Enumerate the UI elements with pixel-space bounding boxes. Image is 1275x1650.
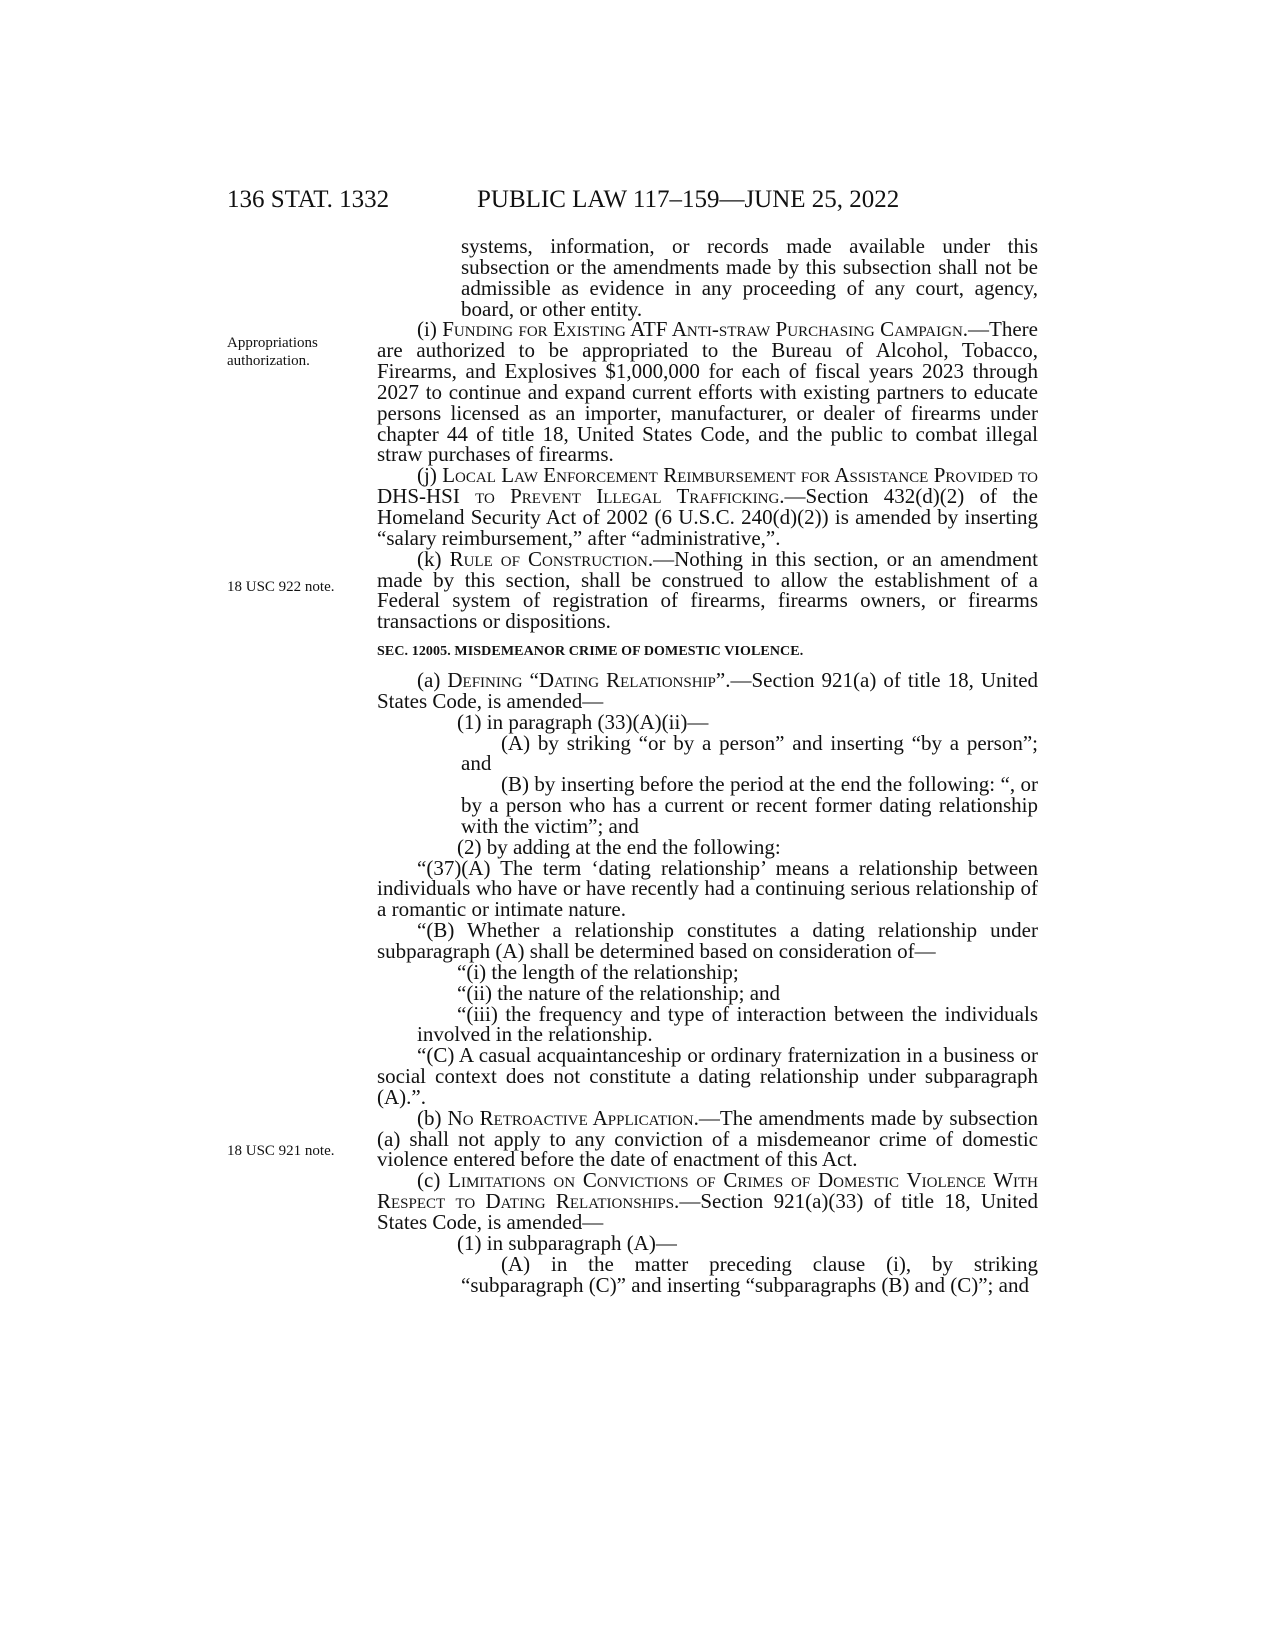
subsection-i bbox=[377, 319, 1038, 465]
subsection-c bbox=[377, 1170, 1038, 1233]
quoted-37A: “(37)(A) The term ‘dating relationship’ means a relationship between individuals who have or have recently had a continuing serious relationship of a romantic or intimate nature. bbox=[377, 855, 1038, 922]
section-heading: SEC. 12005. MISDEMEANOR CRIME OF DOMESTIC VIOLENCE. bbox=[377, 644, 804, 660]
paragraph-c-1: (1) in subparagraph (A)— bbox=[457, 1230, 677, 1255]
subsection-label: (j) bbox=[417, 463, 437, 488]
subsection-heading: Limitations on Convictions of Crimes of Domestic Violence With Respect to Dating Relationships. bbox=[377, 1168, 1039, 1214]
quoted-C: “(C) A casual acquaintanceship or ordinary fraternization in a business or social context does not constitute a dating relationship under subparagraph (A).”. bbox=[377, 1043, 1038, 1109]
subparagraph-a-B: (B) by inserting before the period at the end the following: “, or by a person who has a current or recent former dating relationship with the victim”; and bbox=[461, 772, 1038, 838]
subsection-heading: Rule of Construction. bbox=[449, 546, 654, 571]
subsection-label: (k) bbox=[417, 546, 442, 571]
subsection-heading: Defining “Dating Relationship”. bbox=[447, 668, 731, 693]
statute-text bbox=[377, 236, 1038, 1295]
subparagraph-c-A: (A) in the matter preceding clause (i), by striking “subparagraph (C)” and inserting “subparagraphs (B) and (C)”; and bbox=[461, 1251, 1038, 1297]
subsection-label: (a) bbox=[417, 668, 441, 693]
subsection-label: (i) bbox=[417, 317, 437, 342]
margin-note-18-usc-922: 18 USC 922 note. bbox=[227, 579, 335, 595]
subsection-body: —There are authorized to be appropriated to the Bureau of Alcohol, Tobacco, Firearms, and Explosives $1,000,000 for each of fiscal years 2023 through 2027 to continue and expand current efforts with existing partners to educate persons licensed as an importer, manufacturer, or dealer of firearms under chapter 44 of title 18, United States Code, and the public to combat illegal straw purchases of firearms. bbox=[377, 317, 1038, 467]
subsection-body: —Section 921(a)(33) of title 18, United States Code, is amended— bbox=[377, 1189, 1039, 1234]
quoted-B: “(B) Whether a relationship constitutes a dating relationship under subparagraph (A) shall be determined based on consideration of— bbox=[377, 918, 1038, 963]
quoted-clause-iii: “(iii) the frequency and type of interaction between the individuals involved in the relationship. bbox=[417, 1001, 1038, 1047]
subsection-k bbox=[377, 546, 1039, 634]
subsection-b bbox=[377, 1105, 1038, 1172]
subsection-label: (c) bbox=[417, 1168, 441, 1193]
subsection-body: —The amendments made by subsection (a) shall not apply to any conviction of a misdemeanor crime of domestic violence entered before the date of enactment of this Act. bbox=[377, 1105, 1038, 1172]
subsection-body: —Section 432(d)(2) of the Homeland Security Act of 2002 (6 U.S.C. 240(d)(2)) is amended by inserting “salary reimbursement,” after “administrative,”. bbox=[377, 484, 1038, 550]
subparagraph-a-A: (A) by striking “or by a person” and inserting “by a person”; and bbox=[461, 730, 1038, 776]
quoted-clause-i: “(i) the length of the relationship; bbox=[457, 959, 739, 984]
subsection-heading: Funding for Existing ATF Anti-straw Purchasing Campaign. bbox=[442, 317, 969, 342]
subsection-j bbox=[377, 465, 1038, 548]
subsection-body: —Nothing in this section, or an amendment made by this section, shall be construed to allow the establishment of a Federal system of registration of firearms, firearms owners, or firearms transactions or dispositions. bbox=[377, 546, 1039, 634]
page-header bbox=[227, 183, 927, 217]
subsection-heading: Local Law Enforcement Reimbursement for Assistance Provided to DHS-HSI to Prevent Illegal Trafficking. bbox=[377, 463, 1039, 509]
subsection-label: (b) bbox=[417, 1105, 442, 1130]
margin-note-line: authorization. bbox=[227, 353, 310, 369]
quoted-clause-ii: “(ii) the nature of the relationship; and bbox=[457, 980, 781, 1005]
margin-note-line: Appropriations bbox=[227, 335, 318, 351]
subsection-body: —Section 921(a) of title 18, United States Code, is amended— bbox=[377, 668, 1039, 713]
continued-paragraph: systems, information, or records made available under this subsection or the amendments made by this subsection shall not be admissible as evidence in any proceeding of any court, agency, board, or other entity. bbox=[461, 234, 1038, 321]
running-title: PUBLIC LAW 117–159—JUNE 25, 2022 bbox=[477, 186, 900, 213]
margin-note-appropriations bbox=[227, 334, 357, 370]
subsection-a bbox=[377, 670, 1038, 712]
subsection-heading: No Retroactive Application. bbox=[447, 1105, 699, 1130]
paragraph-a-1: (1) in paragraph (33)(A)(ii)— bbox=[457, 709, 709, 734]
statute-page-number: 136 STAT. 1332 bbox=[227, 186, 390, 213]
paragraph-a-2: (2) by adding at the end the following: bbox=[457, 834, 781, 859]
margin-note-18-usc-921: 18 USC 921 note. bbox=[227, 1143, 335, 1159]
